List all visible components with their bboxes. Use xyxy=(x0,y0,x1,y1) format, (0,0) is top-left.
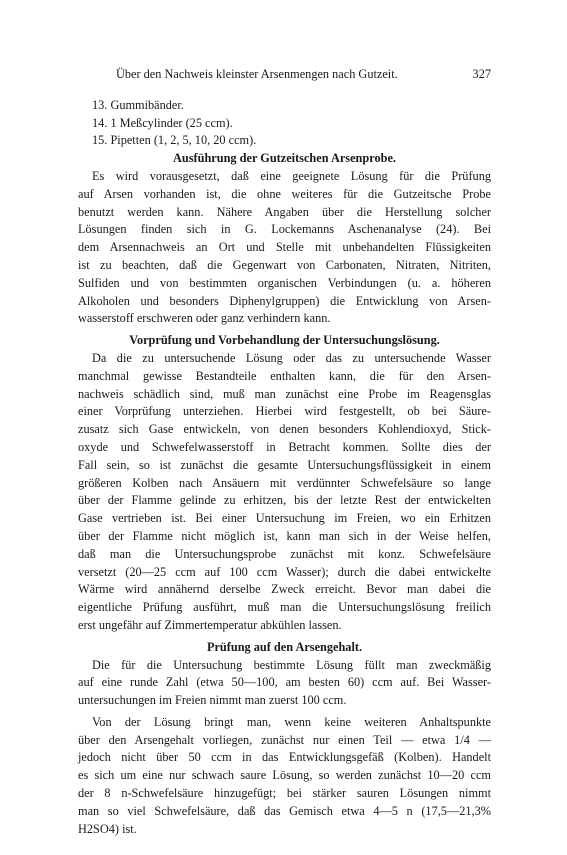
running-header xyxy=(78,66,491,84)
text-line: jedoch nicht über 50 ccm in das Entwicklungsgefäß (Kolben). Handelt xyxy=(78,750,491,765)
text-line: H2SO4) ist. xyxy=(78,821,137,836)
paragraph-pretest xyxy=(78,350,491,635)
text-line: Die für die Untersuchung bestimmte Lösung füllt man zweckmäßig xyxy=(92,657,491,672)
section-heading-arsenic-content: Prüfung auf den Arsengehalt. xyxy=(206,639,363,654)
text-line: Lösungen finden sich in G. Lockemanns Aschenanalyse (24). Bei xyxy=(78,222,491,237)
text-line: Wärme wird annähernd derselbe Zweck erreicht. Bevor man dabei die xyxy=(78,582,491,597)
text-line: daß man die Untersuchungsprobe zunächst mit konz. Schwefelsäure xyxy=(78,546,491,561)
text-line: über der Flamme nicht möglich ist, kann man sich in der Weise helfen, xyxy=(78,528,491,543)
text-line: manchmal gewisse Bestandteile enthalten kann, die für den Arsen- xyxy=(78,368,491,383)
text-line: wasserstoff erschweren oder ganz verhindern kann. xyxy=(78,311,331,326)
text-line: Es wird vorausgesetzt, daß eine geeignete Lösung für die Prüfung xyxy=(92,168,491,183)
text-line: eigentliche Prüfung ausführt, muß man die Untersuchungslösung freilich xyxy=(78,600,491,615)
text-line: der 8 n-Schwefelsäure hinzugefügt; bei stärker sauren Lösungen nimmt xyxy=(78,786,491,801)
text-line: versetzt (20—25 ccm auf 100 ccm Wasser); durch die dabei entwickelte xyxy=(78,564,491,579)
paragraph-arsenic-content-2 xyxy=(78,714,491,839)
running-title: Über den Nachweis kleinster Arsenmengen nach Gutzeit. xyxy=(116,67,398,81)
text-line: erst ungefähr auf Zimmertemperatur abkühlen lassen. xyxy=(78,617,342,632)
list-item: 13. Gummibänder. xyxy=(92,97,184,112)
text-line: Alkoholen und besonders Diphenylgruppen) die Entwicklung von Arsen- xyxy=(78,293,491,308)
text-line: über den Arsengehalt vorliegen, zunächst nur einen Teil — etwa 1/4 — xyxy=(78,732,491,747)
text-line: größeren Kolben nach Ansäuern mit verdünnter Schwefelsäure so lange xyxy=(78,475,491,490)
text-line: benutzt werden kann. Nähere Angaben über die Herstellung solcher xyxy=(78,204,491,219)
list-item: 14. 1 Meßcylinder (25 ccm). xyxy=(92,115,233,130)
text-line: Sulfiden und von bestimmten organischen Verbindungen (u. a. höheren xyxy=(78,275,491,290)
text-line: man so viel Schwefelsäure, daß das Gemisch etwa 4—5 n (17,5—21,3% xyxy=(78,803,491,818)
text-line: nachweis schädlich sind, muß man zunächst eine Probe im Reagensglas xyxy=(78,386,491,401)
paragraph-arsenic-content-1 xyxy=(78,657,491,710)
text-line: Da die zu untersuchende Lösung oder das zu untersuchende Wasser xyxy=(92,350,491,365)
equipment-list xyxy=(78,97,491,150)
section-heading-execution: Ausführung der Gutzeitschen Arsenprobe. xyxy=(173,151,396,166)
section-heading-pretest: Vorprüfung und Vorbehandlung der Untersuchungslösung. xyxy=(129,333,440,348)
text-line: es sich um eine nur schwach saure Lösung, so werden zunächst 10—20 ccm xyxy=(78,768,491,783)
text-line: dem Arsennachweis an Ort und Stelle mit unbehandelten Flüssigkeiten xyxy=(78,240,491,255)
paragraph-execution xyxy=(78,168,491,328)
text-line: zusatz sich Gase entwickeln, von denen besonders Kohlendioxyd, Stick- xyxy=(78,422,491,437)
text-line: Gase vertrieben ist. Bei einer Untersuchung im Freien, wo ein Erhitzen xyxy=(78,511,491,526)
text-line: oxyde und Schwefelwasserstoff in Betracht kommen. Sollte dies der xyxy=(78,439,491,454)
text-line: über der Flamme gelinde zu erhitzen, bis der letzte Rest der entwickelten xyxy=(78,493,491,508)
text-line: Von der Lösung bringt man, wenn keine weiteren Anhaltspunkte xyxy=(92,714,491,729)
text-line: auf eine runde Zahl (etwa 50—100, am besten 60) ccm auf. Bei Wasser- xyxy=(78,675,491,690)
text-line: ist zu beachten, daß die Gegenwart von Carbonaten, Nitraten, Nitriten, xyxy=(78,257,491,272)
text-line: auf Arsen vorhanden ist, die ohne weiteres für die Gutzeitsche Probe xyxy=(78,186,491,201)
text-line: untersuchungen im Freien nimmt man zuerst 100 ccm. xyxy=(78,693,347,708)
text-line: einer Vorprüfung unterziehen. Hierbei wird festgestellt, ob bei Säure- xyxy=(78,404,491,419)
text-line: Fall sein, so ist zunächst die gesamte Untersuchungsflüssigkeit in einem xyxy=(78,457,491,472)
list-item: 15. Pipetten (1, 2, 5, 10, 20 ccm). xyxy=(92,133,257,148)
document-page xyxy=(78,66,491,838)
page-number: 327 xyxy=(472,67,491,81)
